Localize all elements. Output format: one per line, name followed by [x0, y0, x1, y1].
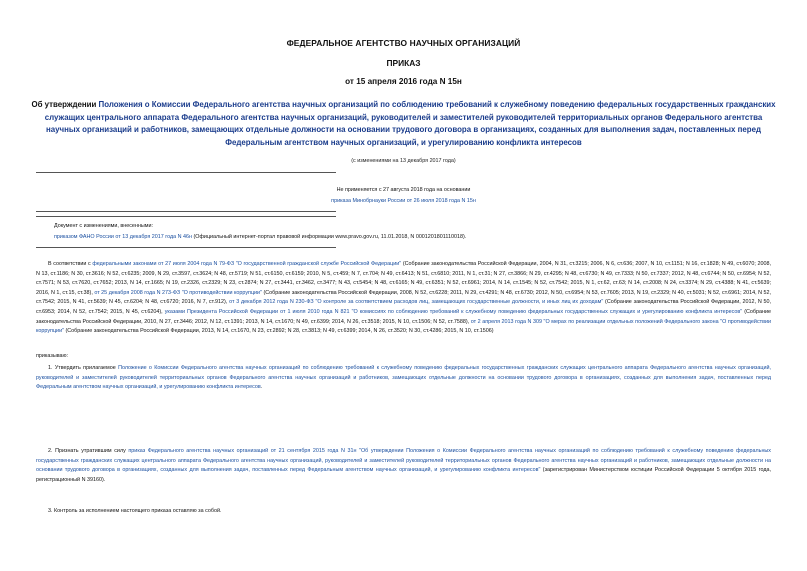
order-item-3: 3. Контроль за исполнением настоящего приказа оставляю за собой.: [48, 508, 222, 514]
title-prefix: Об утверждении: [31, 100, 99, 109]
divider: [36, 216, 336, 217]
order-item-1: [36, 364, 771, 393]
agency-heading: ФЕДЕРАЛЬНОЕ АГЕНТСТВО НАУЧНЫХ ОРГАНИЗАЦИЙ: [286, 38, 521, 48]
legal-basis-paragraph: [36, 260, 771, 337]
item-text: 2. Признать утратившим силу: [48, 448, 129, 454]
presidential-decree-821-link[interactable]: указами Президента Российской Федерации от 1 июля 2010 года N 821 "О комиссиях по соблюдению требований к служебному поведению федеральных государственных служащих и урегулированию конфликта интересов": [164, 308, 743, 315]
amending-docs-label: Документ с изменениями, внесенными:: [54, 223, 153, 229]
basis-text: (Собрание законодательства Российской Федерации, 2010, N 27, ст.3446; 2012, N 12, ст.1391; 2013, N 14, ст.1670; N 49, ст.6399; 2014, N 26, ст.3518; 2015, N 10, ст.1506; N 52, ст.7588),: [36, 308, 771, 325]
document-type-heading: ПРИКАЗ: [386, 58, 421, 68]
basis-text: (Собрание законодательства Российской Федерации, 2012, N 50, ст.6953; 2014, N 52, ст.7542; 2015, N 45, ст.6204),: [36, 299, 772, 315]
basis-text: (Собрание законодательства Российской Федерации, 2004, N 31, ст.3215; 2006, N 6, ст.636; 2007, N 10, ст.1151; N 16, ст.1828; N 49, ст.6070; 2008, N 13, ст.1186; N 30, ст.3616; N 52, ст.6235; 2009, N 29, ст.3597, ст.3624; N 48, ст.5719; N 51, ст.6150, ст.6159; 2010, N 5, ст.459; N 7, ст.704; N 49, ст.6413; N 51, ст.6810; 2011, N 1, ст.31; N 27, ст.3866; N 29, ст.4295; N 48, ст.6730; N 49, ст.7333; N 50, ст.7337; 2012, N 48, ст.6744; N 50, ст.6954; N 52, ст.7571; N 53, ст.7620, ст.7652; 2013, N 14, ст.1665; N 19, ст.2326, ст.2329; N 23, ст.2874; N 27, ст.3441, ст.3462, ст.3477; N 43, ст.5454; N 48, ст.6165; N 49, ст.6351; N 52, ст.6961; 2014, N 14, ст.1545; N 52, ст.7542; 2015, N 1, ст.62, ст.63; N 14, ст.2008; N 24, ст.3374; N 29, ст.4388; N 41, ст.5639; 2016, N 1, ст.15, ст.38),: [36, 261, 772, 296]
item-text: .: [260, 384, 263, 391]
basis-text: В соответствии с: [48, 261, 93, 267]
amending-docs-line: [54, 234, 466, 240]
not-applied-notice: Не применяется с 27 августа 2018 года на основании: [336, 187, 471, 193]
document-title: [30, 99, 777, 149]
title-regulation-link[interactable]: Положения о Комиссии Федерального агентства научных организаций по соблюдению требований к служебному поведению федеральных государственных гражданских служащих центрального аппарата Федерального агентства научных организаций, руководителей и заместителей руководителей территориальных органов Федерального агентства научных организаций и работников, замещающих отдельные должности на основании трудового договора в организациях, созданных для выполнения задач, поставленных перед Федеральным агентством научных организаций, и урегулированию конфликта интересов: [44, 100, 776, 147]
not-applied-order-link[interactable]: приказа Минобрнауки России от 26 июля 2018 года N 15н: [331, 198, 476, 204]
basis-text: (Собрание законодательства Российской Федерации, 2008, N 52, ст.6228; 2011, N 29, ст.4291; N 48, ст.6730; 2012, N 50, ст.6954; N 53, ст.7605; 2013, N 19, ст.2329; N 40, ст.5031; N 52, ст.6961; 2014, N 52, ст.7542; 2015, N 41, ст.5639; N 45, ст.6204; N 48, ст.6720; 2016, N 7, ст.912),: [36, 289, 771, 306]
repealed-order-link[interactable]: приказ Федерального агентства научных организаций от 21 сентября 2015 года N 31н "Об утверждении Положения о Комиссии Федерального агентства научных организаций по соблюдению требований к служебному поведению федеральных государственных гражданских служащих центрального аппарата Федерального агентства научных организаций, руководителей и заместителей руководителей территориальных органов Федерального агентства научных организаций и работников, замещающих отдельные должности на основании трудового договора в организациях, созданных для выполнения задач, поставленных перед Федеральным агентством научных организаций, и урегулированию конфликта интересов": [36, 448, 771, 474]
presidential-decree-309-link[interactable]: от 2 апреля 2013 года N 309 "О мерах по реализации отдельных положений Федерального закона "О противодействии коррупции": [36, 318, 771, 335]
changes-note: (с изменениями на 13 декабря 2017 года): [351, 158, 456, 164]
divider: [36, 211, 336, 212]
orders-label: приказываю:: [36, 353, 69, 359]
divider: [36, 247, 336, 248]
amending-order-link[interactable]: приказом ФАНО России от 13 декабря 2017 года N 46н: [54, 234, 193, 240]
divider: [36, 172, 336, 173]
amending-docs-source: (Официальный интернет-портал правовой информации www.pravo.gov.ru, 11.01.2018, N 0001201801110018).: [192, 234, 467, 240]
basis-text: (Собрание законодательства Российской Федерации, 2013, N 14, ст.1670, N 23, ст.2892; N 28, ст.3813; N 49, ст.6399; 2014, N 26, ст.3520; N 30, ст.4286; 2015, N 10, ст.1506): [64, 328, 494, 335]
federal-law-79-link[interactable]: федеральными законами от 27 июля 2004 года N 79-ФЗ "О государственной гражданской службе Российской Федерации": [92, 261, 402, 267]
regulation-link[interactable]: Положение о Комиссии Федерального агентства научных организаций по соблюдению требований к служебному поведению федеральных государственных гражданских служащих центрального аппарата Федерального агентства научных организаций, руководителей и заместителей руководителей территориальных органов Федерального агентства научных организаций и работников, замещающих отдельные должности на основании трудового договора в организациях, созданных для выполнения задач, поставленных перед Федеральным агентством научных организаций, и урегулированию конфликта интересов: [36, 365, 772, 391]
item-text: 1. Утвердить прилагаемое: [48, 365, 119, 371]
item-text: (зарегистрирован Министерством юстиции Российской Федерации 5 октября 2015 года, регистрационный N 39160).: [36, 467, 771, 483]
federal-law-273-link[interactable]: от 25 декабря 2008 года N 273-ФЗ "О противодействии коррупции": [94, 289, 262, 296]
federal-law-230-link[interactable]: от 3 декабря 2012 года N 230-ФЗ "О контроле за соответствием расходов лиц, замещающих государственные должности, и иных лиц их доходам": [229, 299, 604, 306]
order-item-2: [36, 447, 771, 485]
document-date-number: от 15 апреля 2016 года N 15н: [345, 77, 462, 86]
